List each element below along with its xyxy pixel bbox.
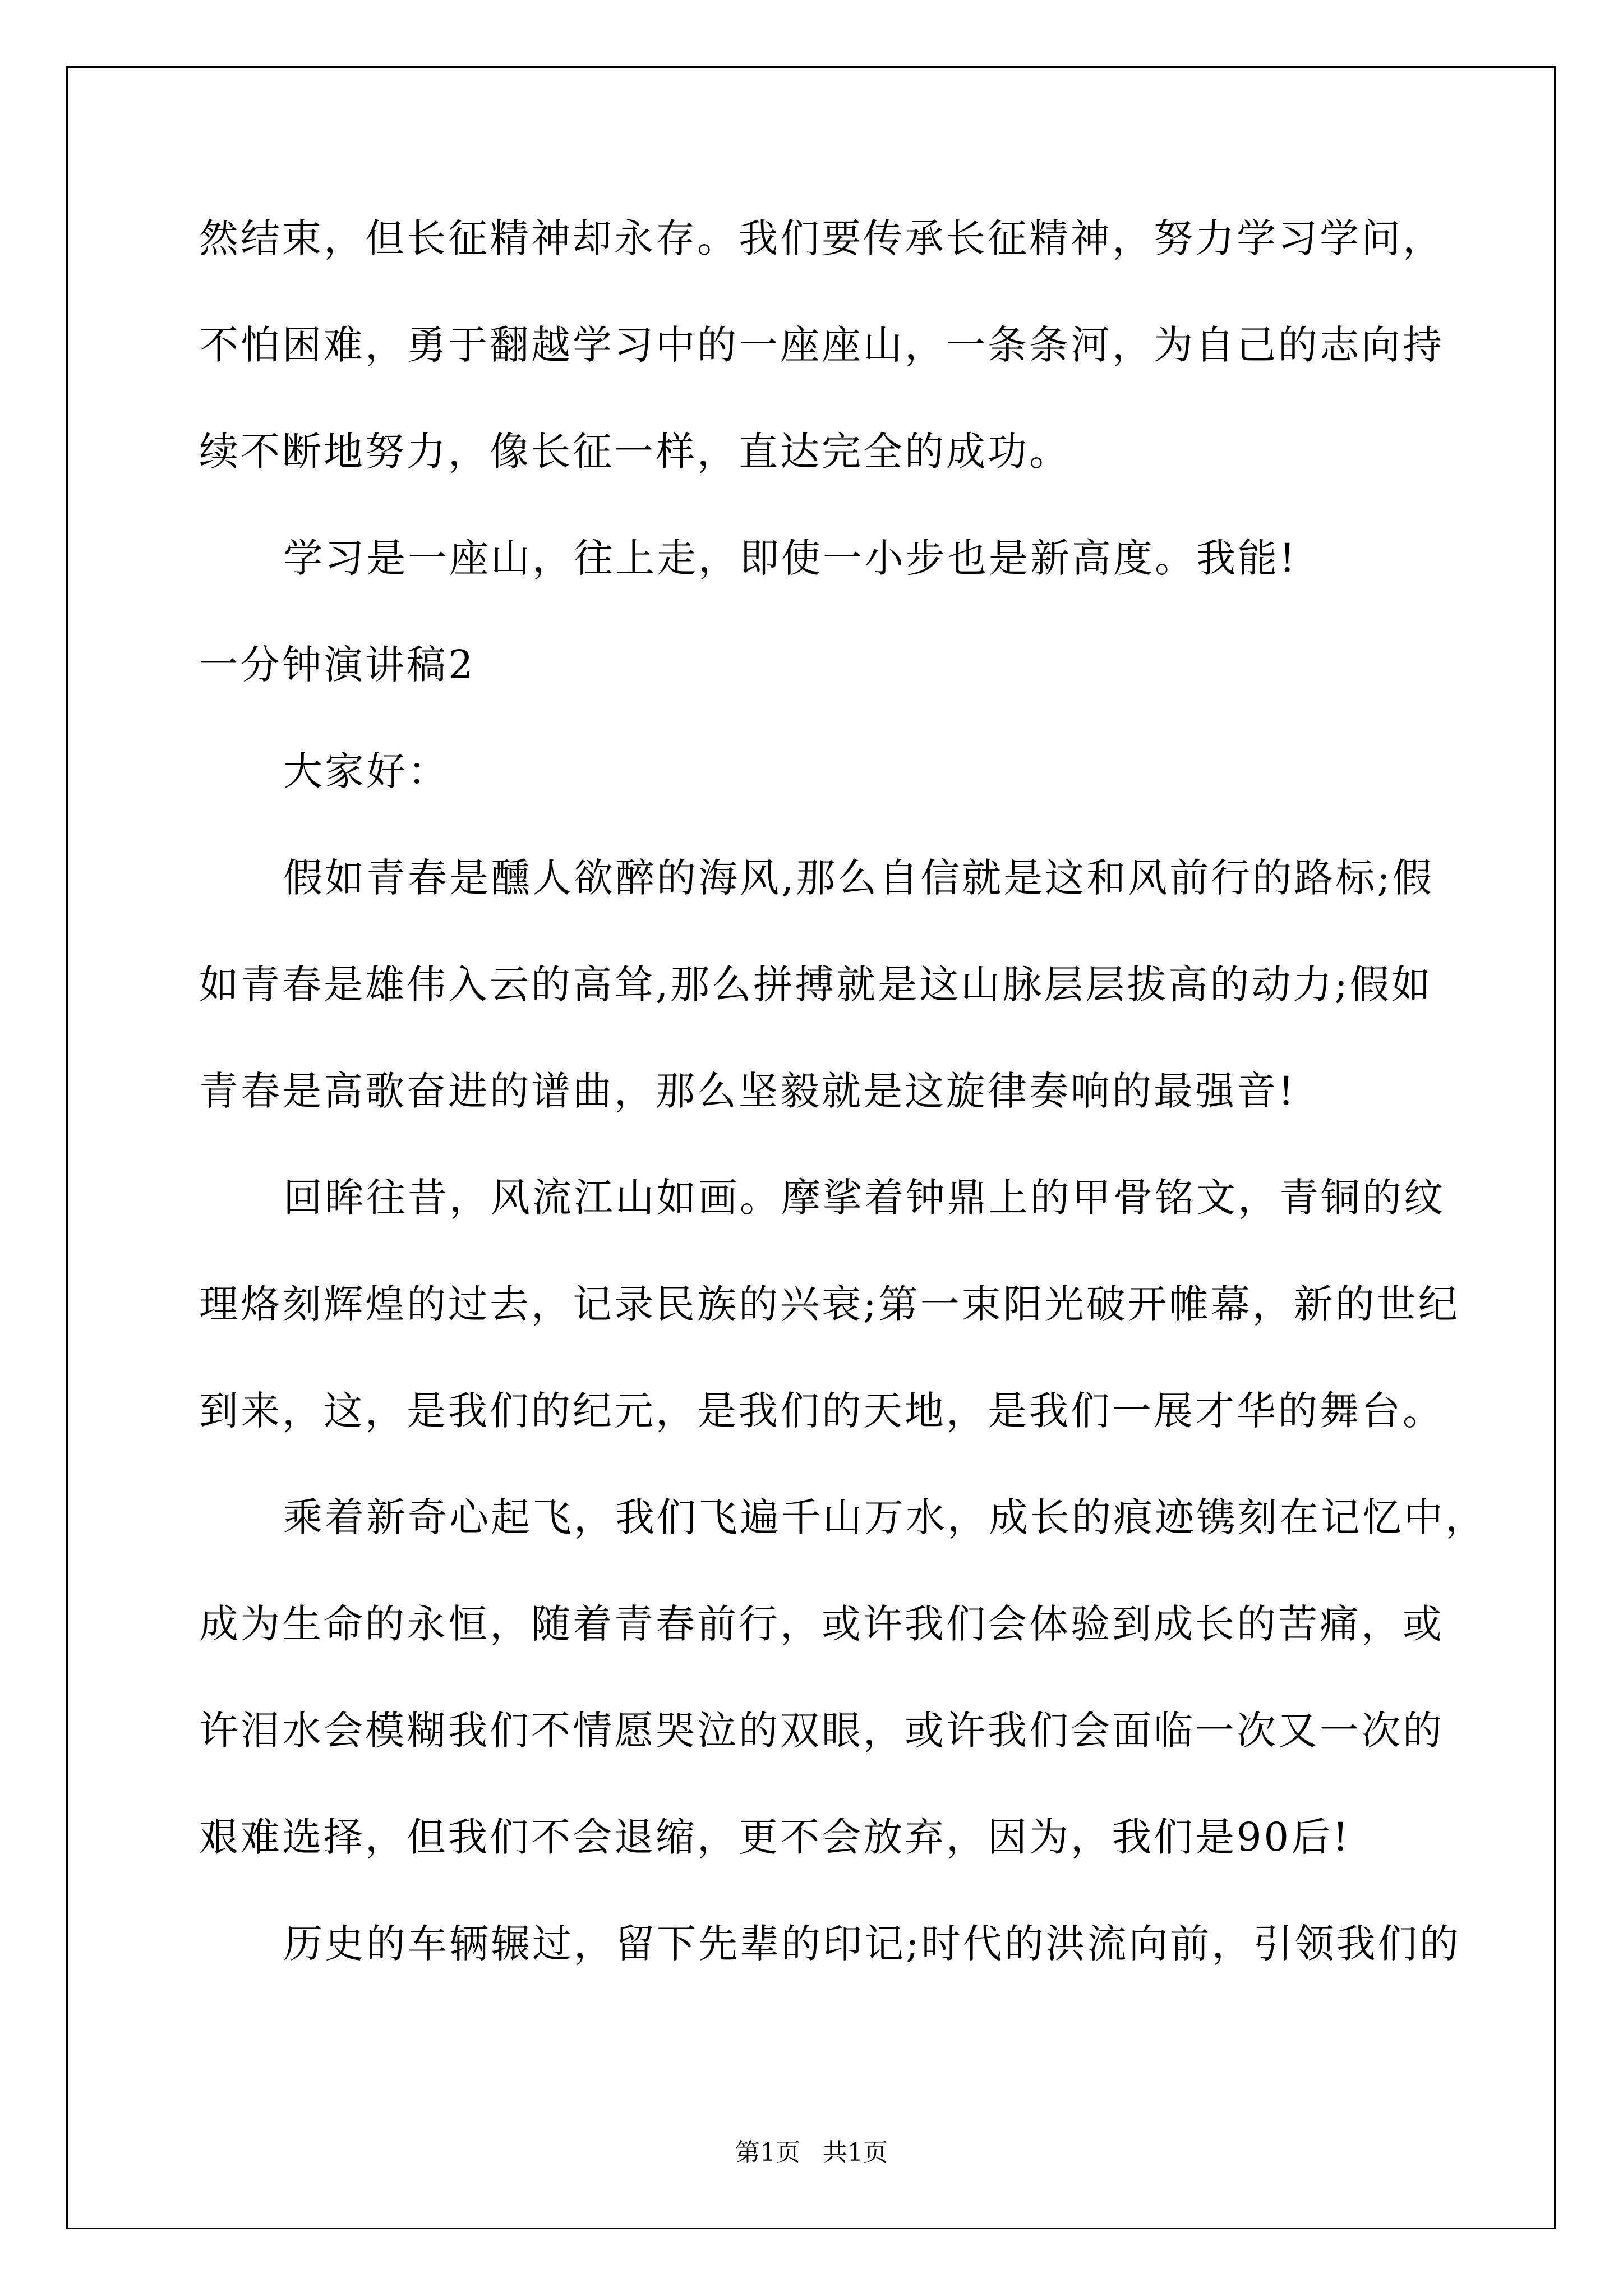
page-border bbox=[66, 66, 1556, 2229]
paragraph-line: 青春是高歌奋进的谱曲，那么坚毅就是这旋律奏响的最强音! bbox=[199, 1068, 1297, 1114]
page-number-total: 共1页 bbox=[823, 2138, 888, 2167]
paragraph-line: 理烙刻辉煌的过去，记录民族的兴衰;第一束阳光破开帷幕，新的世纪 bbox=[199, 1281, 1460, 1327]
paragraph-line: 到来，这，是我们的纪元，是我们的天地，是我们一展才华的舞台。 bbox=[199, 1388, 1444, 1434]
page-number-current: 第1页 bbox=[735, 2138, 800, 2167]
paragraph-line: 假如青春是醺人欲醉的海风,那么自信就是这和风前行的路标;假 bbox=[283, 855, 1434, 901]
paragraph-line: 许泪水会模糊我们不情愿哭泣的双眼，或许我们会面临一次又一次的 bbox=[199, 1708, 1444, 1754]
page-footer bbox=[0, 2136, 1623, 2170]
paragraph-line: 然结束，但长征精神却永存。我们要传承长征精神，努力学习学问， bbox=[199, 215, 1444, 261]
paragraph-line: 历史的车辆辗过，留下先辈的印记;时代的洪流向前，引领我们的 bbox=[283, 1921, 1461, 1967]
paragraph-line: 乘着新奇心起飞，我们飞遍千山万水，成长的痕迹镌刻在记忆中， bbox=[283, 1494, 1487, 1540]
paragraph-line: 不怕困难，勇于翻越学习中的一座座山，一条条河，为自己的志向持 bbox=[199, 322, 1444, 368]
greeting-line: 大家好： bbox=[283, 748, 449, 794]
paragraph-line: 艰难选择，但我们不会退缩，更不会放弃，因为，我们是90后! bbox=[199, 1814, 1351, 1860]
paragraph-line: 如青春是雄伟入云的高耸,那么拼搏就是这山脉层层拔高的动力;假如 bbox=[199, 961, 1433, 1007]
paragraph-line: 学习是一座山，往上走，即使一小步也是新高度。我能! bbox=[283, 535, 1298, 581]
section-heading: 一分钟演讲稿2 bbox=[199, 642, 476, 688]
paragraph-line: 回眸往昔，风流江山如画。摩挲着钟鼎上的甲骨铭文，青铜的纹 bbox=[283, 1175, 1445, 1221]
paragraph-line: 成为生命的永恒，随着青春前行，或许我们会体验到成长的苦痛，或 bbox=[199, 1601, 1444, 1647]
paragraph-line: 续不断地努力，像长征一样，直达完全的成功。 bbox=[199, 429, 1071, 475]
